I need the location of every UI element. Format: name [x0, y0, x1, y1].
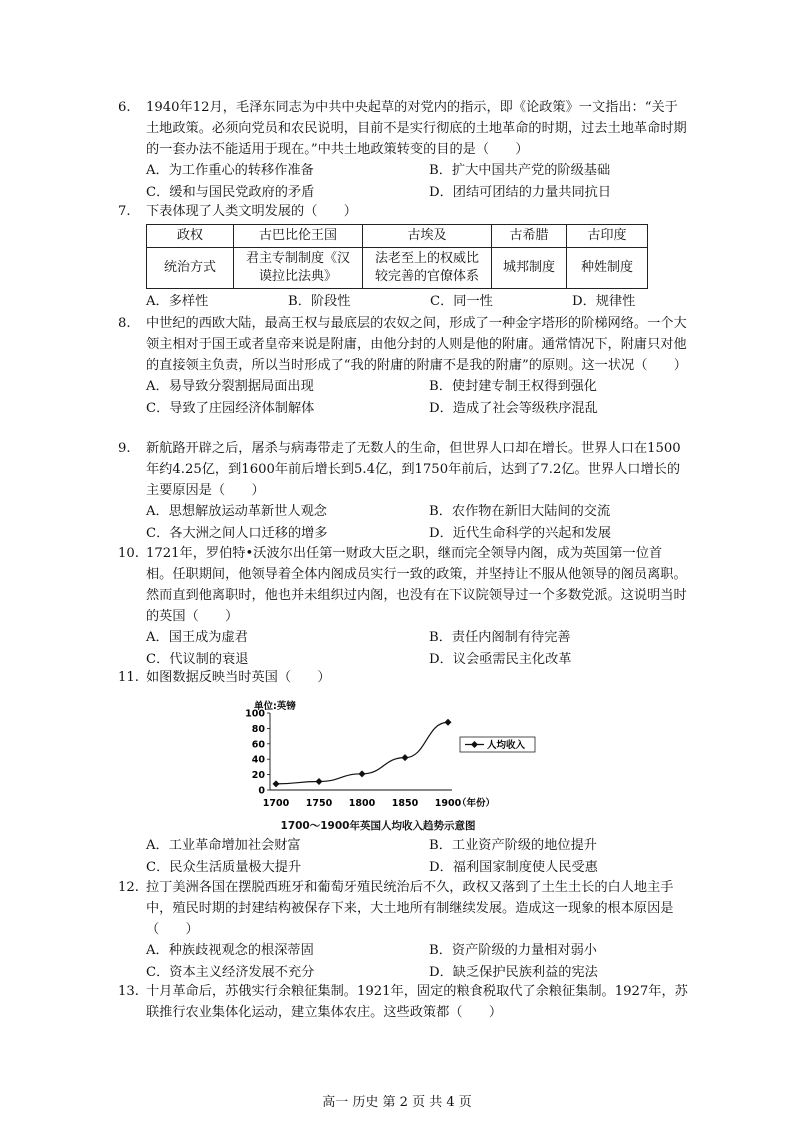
question-number: 11. [118, 670, 139, 685]
x-axis-label: （年份） [457, 798, 496, 809]
question-number: 13. [118, 984, 139, 999]
y-tick-label: 20 [251, 770, 265, 782]
option-a[interactable]: A．国王成为虚君 [146, 630, 248, 645]
question-11-options [118, 835, 688, 878]
option-a[interactable]: A．为工作重心的转移作准备 [146, 163, 314, 178]
option-b[interactable]: B．扩大中国共产党的阶级基础 [429, 163, 611, 178]
option-d[interactable]: D．议会亟需民主化改革 [429, 651, 572, 667]
options [146, 291, 688, 313]
table-cell: 种姓制度 [567, 248, 648, 289]
question-stem: 下表体现了人类文明发展的（ ） [146, 204, 357, 219]
data-point [316, 778, 323, 785]
x-tick-label: 1750 [305, 798, 333, 809]
question-number: 12. [118, 880, 139, 895]
y-ticks [245, 709, 270, 797]
option-a[interactable]: A．多样性 [146, 294, 209, 309]
question-stem: 十月革命后，苏俄实行余粮征集制。1921年，固定的粮食税取代了余粮征集制。1927年，苏联推行农业集体化运动，建立集体农庄。这些政策都（ ） [146, 984, 688, 1020]
question-number: 8. [118, 316, 131, 331]
question-stem: 新航路开辟之后，屠杀与病毒带走了无数人的生命，但世界人口却在增长。世界人口在1500年约4.25亿，到1600年前后增长到5.4亿，到1750年前后，达到了7.2亿。世界人口增长的主要原因是（ ） [146, 441, 681, 498]
table-cell: 古巴比伦王国 [234, 225, 363, 248]
page-footer: 高一 历史 第 2 页 共 4 页 [322, 1095, 472, 1110]
question-stem: 1940年12月，毛泽东同志为中共中央起草的对党内的指示，即《论政策》一文指出：“关于土地政策。必须向党员和农民说明，目前不是实行彻底的土地革命的时期，过去土地革命时期的一套办法不能适用于现在。”中共土地政策转变的目的是（ ） [146, 100, 687, 157]
question-12 [118, 877, 688, 983]
question-9 [118, 438, 688, 544]
y-tick-label: 100 [245, 708, 265, 720]
x-tick-label: 1800 [348, 798, 376, 809]
question-11 [118, 667, 688, 688]
chart-title: 1700～1900年英国人均收入趋势示意图 [280, 820, 476, 832]
question-number: 7. [118, 204, 131, 219]
table-cell: 法老至上的权威比较完善的官僚体系 [363, 248, 492, 289]
table-cell: 政权 [147, 225, 234, 248]
x-tick-label: 1900 [434, 798, 462, 809]
option-c[interactable]: C．资本主义经济发展不充分 [146, 964, 315, 980]
data-point [359, 770, 366, 777]
option-a[interactable]: A．工业革命增加社会财富 [146, 838, 301, 853]
option-c[interactable]: C．导致了庄园经济体制解体 [146, 400, 315, 416]
table-header-row [147, 225, 648, 248]
question-stem: 1721年，罗伯特•沃波尔出任第一财政大臣之职，继而完全领导内阁，成为英国第一位首相。任职期间，他领导着全体内阁成员实行一致的政策，并坚持让不服从他领导的阁员离职。然而直到他离职时，他也并未组织过内阁，也没有在下议院领导过一个多数党派。这说明当时的英国（ ） [146, 546, 687, 624]
options [146, 376, 688, 419]
options [146, 940, 688, 983]
question-13 [118, 981, 688, 1023]
option-b[interactable]: B．农作物在新旧大陆间的交流 [429, 504, 611, 519]
table-cell: 城邦制度 [492, 248, 567, 289]
x-ticks [263, 798, 462, 809]
question-7 [118, 201, 688, 313]
option-d[interactable]: D．团结可团结的力量共同抗日 [429, 184, 612, 200]
x-tick-label: 1850 [391, 798, 419, 809]
civilization-table [146, 224, 648, 289]
x-tick-label: 1700 [262, 798, 290, 809]
option-b[interactable]: B．工业资产阶级的地位提升 [429, 838, 597, 853]
y-tick-label: 80 [251, 723, 265, 735]
option-d[interactable]: D．造成了社会等级秩序混乱 [429, 400, 598, 416]
question-stem: 中世纪的西欧大陆，最高王权与最底层的农奴之间，形成了一种金字塔形的阶梯网络。一个大领主相对于国王或者皇帝来说是附庸，由他分封的人则是他的附庸。通常情况下，附庸只对他的直接领主负责，所以当时形成了“我的附庸的附庸不是我的附庸”的原则。这一状况（ ） [146, 316, 687, 373]
option-c[interactable]: C．代议制的衰退 [146, 651, 249, 667]
data-point [402, 754, 409, 761]
option-a[interactable]: A．易导致分裂割据局面出现 [146, 379, 314, 394]
option-d[interactable]: D．福利国家制度使人民受惠 [429, 859, 598, 875]
table-cell: 统治方式 [147, 248, 234, 289]
table-cell: 君主专制制度《汉谟拉比法典》 [234, 248, 363, 289]
table-cell: 古希腊 [492, 225, 567, 248]
question-number: 6. [118, 100, 131, 115]
option-a[interactable]: A．思想解放运动革新世人观念 [146, 504, 327, 519]
y-tick-label: 40 [251, 754, 265, 766]
question-number: 9. [118, 441, 131, 456]
chart-axes [270, 713, 452, 790]
unit-label: 单位:英镑 [254, 701, 296, 712]
income-chart [240, 697, 550, 832]
options [146, 501, 688, 544]
option-b[interactable]: B．责任内阁制有待完善 [429, 630, 571, 645]
option-c[interactable]: C．缓和与国民党政府的矛盾 [146, 184, 315, 200]
income-chart-svg [240, 697, 550, 832]
option-a[interactable]: A．种族歧视观念的根深蒂固 [146, 943, 314, 958]
data-point [273, 780, 280, 787]
option-b[interactable]: B．使封建专制王权得到强化 [429, 379, 597, 394]
question-10 [118, 543, 688, 670]
option-b[interactable]: B．阶段性 [288, 294, 351, 309]
y-tick-label: 60 [251, 739, 265, 751]
legend-label: 人均收入 [487, 740, 526, 751]
option-c[interactable]: C．各大洲之间人口迁移的增多 [146, 525, 328, 541]
question-stem: 拉丁美洲各国在摆脱西班牙和葡萄牙殖民统治后不久，政权又落到了土生土长的白人地主手中，殖民时期的封建结构被保存下来，大土地所有制继续发展。造成这一现象的根本原因是（ ） [146, 880, 674, 937]
options [146, 835, 688, 878]
table-cell: 古印度 [567, 225, 648, 248]
y-tick-label: 0 [258, 785, 265, 797]
data-point [445, 719, 452, 726]
option-b[interactable]: B．资产阶级的力量相对弱小 [429, 943, 597, 958]
question-8 [118, 313, 688, 419]
options [146, 627, 688, 670]
table-row [147, 248, 648, 289]
question-6 [118, 97, 688, 203]
option-d[interactable]: D．缺乏保护民族利益的宪法 [429, 964, 598, 980]
question-stem: 如图数据反映当时英国（ ） [146, 670, 331, 685]
question-number: 10. [118, 546, 139, 561]
option-c[interactable]: C．同一性 [430, 294, 493, 309]
option-d[interactable]: D．近代生命科学的兴起和发展 [429, 525, 612, 541]
options [146, 160, 688, 203]
series-points [273, 719, 452, 788]
option-c[interactable]: C．民众生活质量极大提升 [146, 859, 302, 875]
legend [460, 737, 535, 752]
option-d[interactable]: D．规律性 [572, 294, 636, 309]
table-cell: 古埃及 [363, 225, 492, 248]
